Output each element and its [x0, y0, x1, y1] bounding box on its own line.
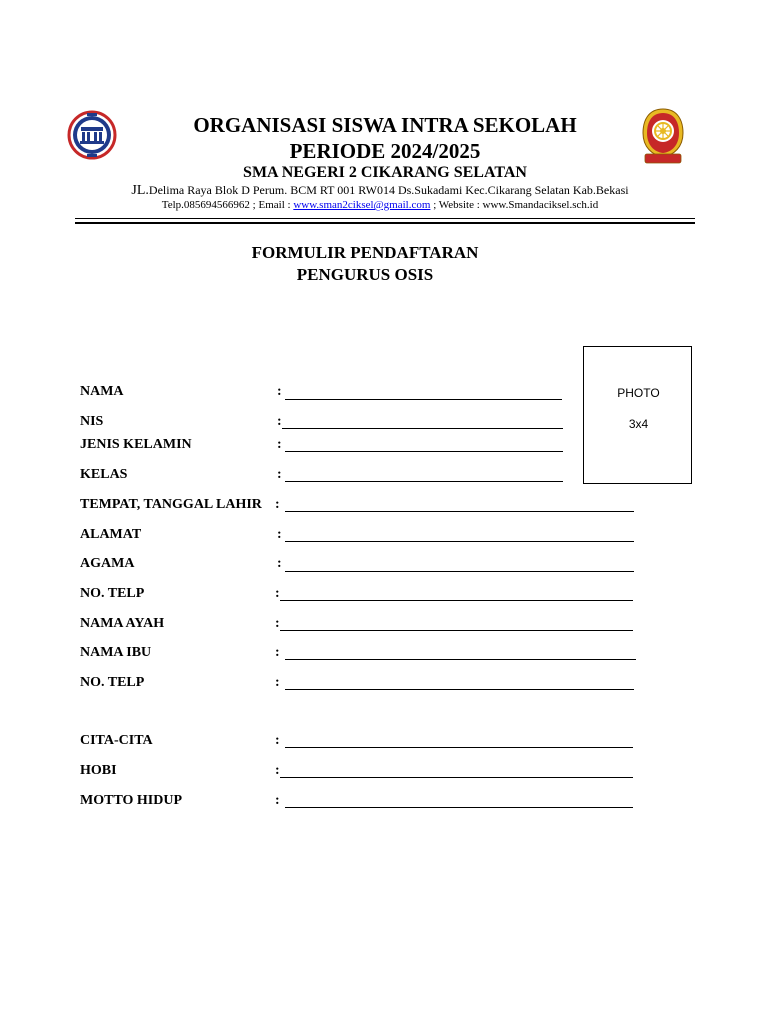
field-colon: : [277, 467, 282, 482]
school-logo [67, 110, 117, 160]
school-name: SMA NEGERI 2 CIKARANG SELATAN [243, 164, 527, 181]
field-label-nis: NIS [80, 414, 104, 429]
header-rule-top [75, 218, 695, 219]
osis-emblem-icon [638, 107, 688, 167]
field-line-jenis-kelamin[interactable] [285, 451, 563, 452]
form-title: FORMULIR PENDAFTARAN [251, 243, 479, 262]
phone-text: Telp.085694566962 ; Email : [161, 199, 294, 211]
field-label-agama: AGAMA [80, 556, 135, 571]
school-emblem-icon [67, 110, 117, 160]
field-line-agama[interactable] [285, 571, 634, 572]
field-colon: : [275, 793, 280, 808]
field-colon: : [275, 616, 280, 631]
form-subtitle: PENGURUS OSIS [296, 265, 434, 284]
field-line-nama[interactable] [285, 399, 562, 400]
field-colon: : [275, 763, 280, 778]
photo-box [583, 346, 692, 484]
email-link[interactable]: www.sman2ciksel@gmail.com [293, 199, 431, 211]
address-text: Delima Raya Blok D Perum. BCM RT 001 RW014 Ds.Sukadami Kec.Cikarang Selatan Kab.Bekasi [148, 183, 629, 197]
school-contact [120, 198, 640, 212]
field-colon: : [275, 645, 280, 660]
field-label-nama: NAMA [80, 384, 124, 399]
field-label-nama-ayah: NAMA AYAH [80, 616, 165, 631]
field-line-motto-hidup[interactable] [285, 807, 633, 808]
field-label-no-telp-ortu: NO. TELP [80, 675, 145, 690]
field-line-nama-ibu[interactable] [285, 659, 636, 660]
field-colon: : [277, 556, 282, 571]
field-colon: : [275, 675, 280, 690]
field-line-no-telp-ortu[interactable] [285, 689, 634, 690]
website-text: ; Website : www.Smandaciksel.sch.id [430, 199, 599, 211]
field-label-kelas: KELAS [80, 467, 128, 482]
field-line-tempat-tanggal-lahir[interactable] [285, 511, 634, 512]
school-address [120, 183, 640, 198]
field-label-hobi: HOBI [80, 763, 117, 778]
field-label-motto-hidup: MOTTO HIDUP [80, 793, 183, 808]
field-colon: : [275, 733, 280, 748]
field-line-alamat[interactable] [285, 541, 634, 542]
field-line-nis[interactable] [282, 428, 563, 429]
field-colon: : [277, 414, 282, 429]
field-colon: : [277, 384, 282, 399]
org-title: ORGANISASI SISWA INTRA SEKOLAH [193, 113, 577, 137]
field-colon: : [277, 527, 282, 542]
field-label-tempat-tanggal-lahir: TEMPAT, TANGGAL LAHIR [80, 497, 262, 512]
osis-logo [638, 107, 688, 167]
address-prefix: JL. [131, 183, 149, 198]
photo-size: 3x4 [628, 417, 649, 431]
field-line-no-telp[interactable] [280, 600, 633, 601]
field-label-nama-ibu: NAMA IBU [80, 645, 152, 660]
field-label-no-telp: NO. TELP [80, 586, 145, 601]
field-label-jenis-kelamin: JENIS KELAMIN [80, 437, 192, 452]
field-line-hobi[interactable] [280, 777, 633, 778]
field-label-alamat: ALAMAT [80, 527, 142, 542]
period-title: PERIODE 2024/2025 [289, 139, 481, 163]
field-line-kelas[interactable] [285, 481, 563, 482]
field-label-cita-cita: CITA-CITA [80, 733, 153, 748]
field-line-nama-ayah[interactable] [280, 630, 633, 631]
header-rule-bottom [75, 222, 695, 224]
field-colon: : [277, 437, 282, 452]
field-line-cita-cita[interactable] [285, 747, 633, 748]
photo-label: PHOTO [617, 386, 660, 400]
field-colon: : [275, 497, 280, 512]
field-colon: : [275, 586, 280, 601]
